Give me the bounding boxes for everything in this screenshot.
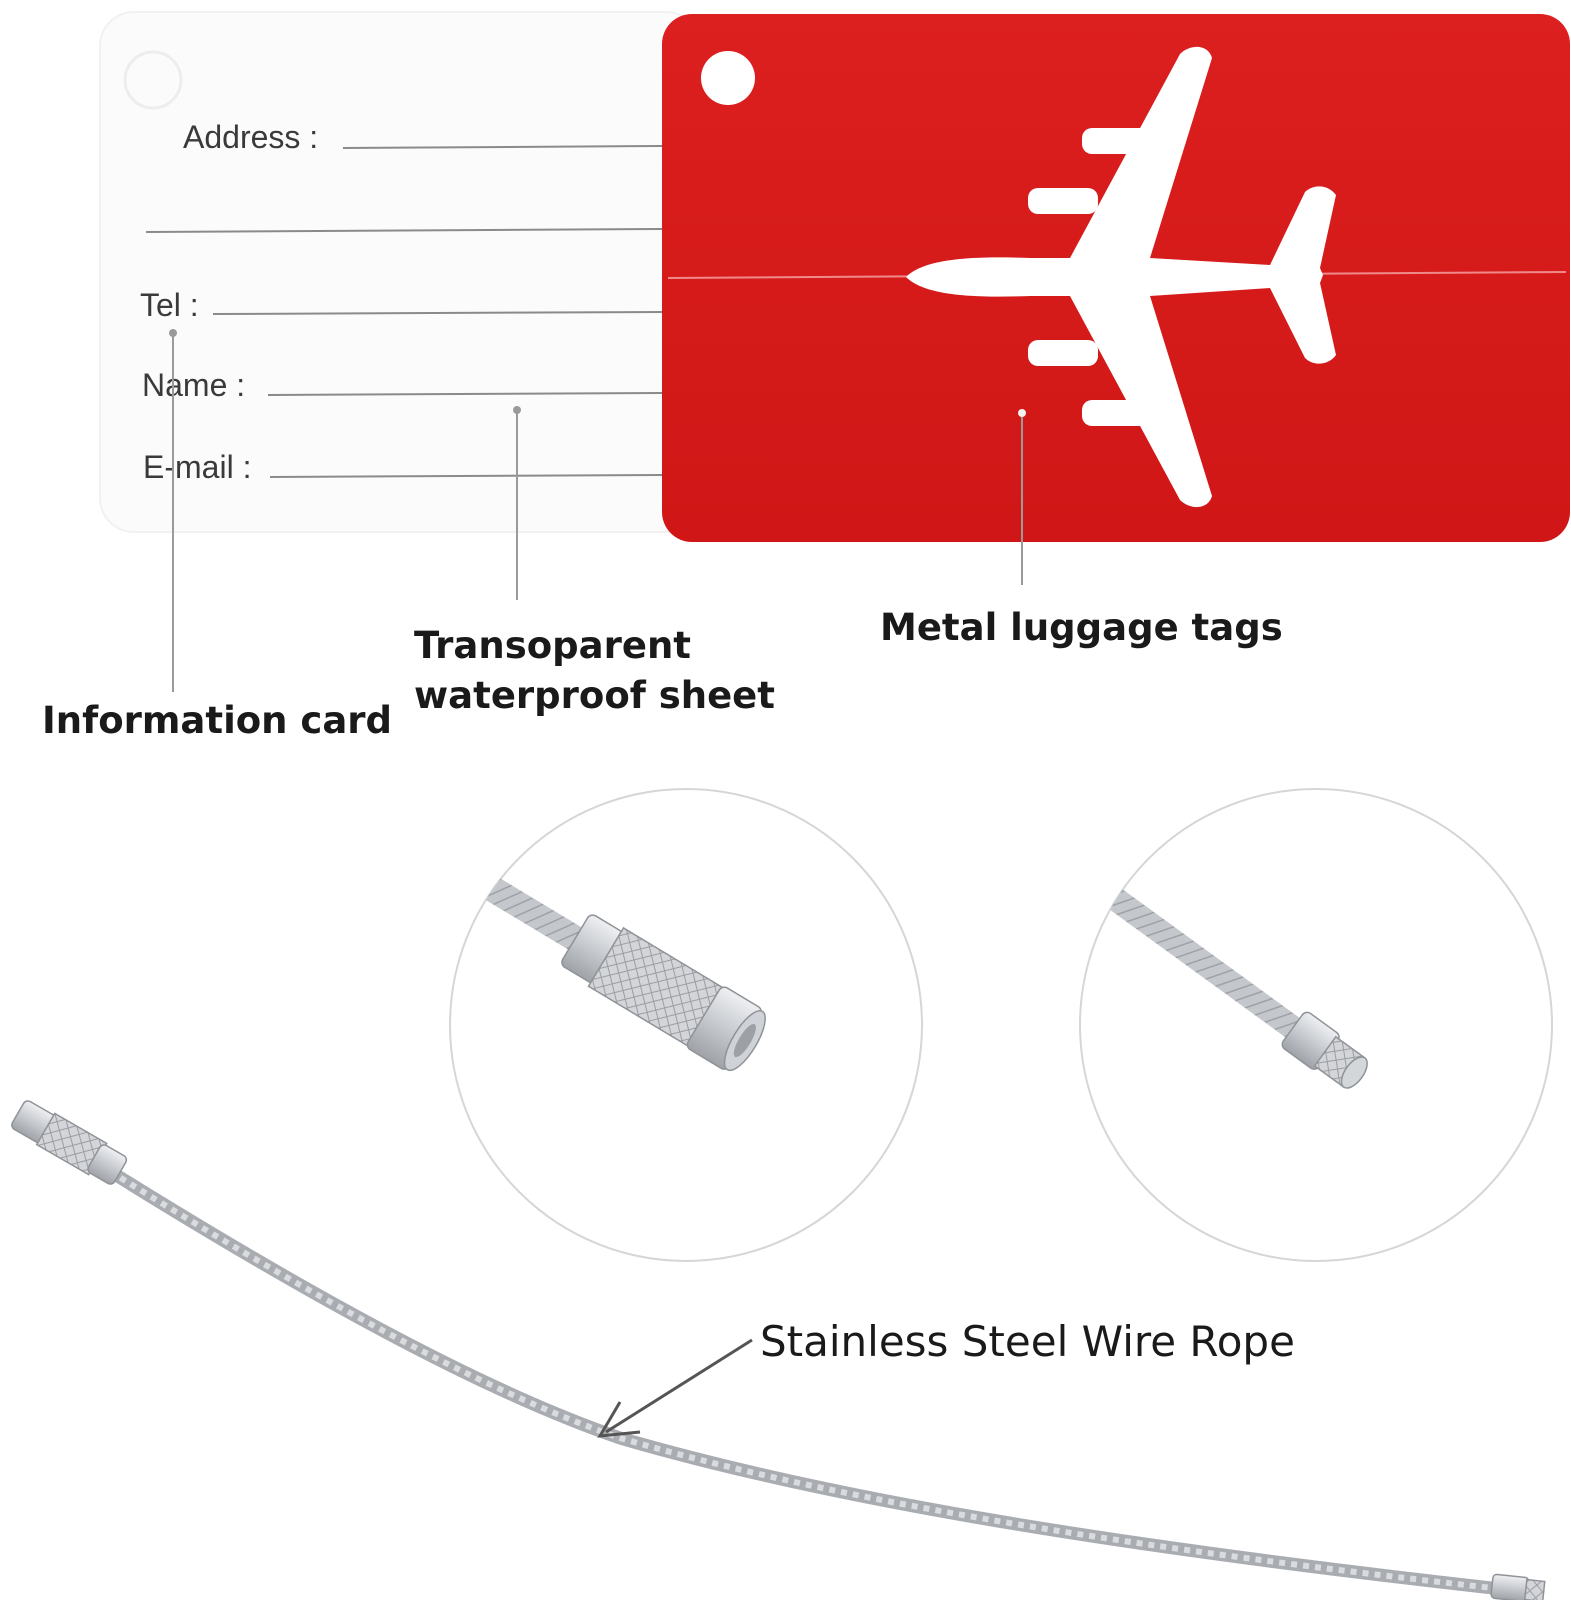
detail-circle-threaded-end <box>1032 789 1552 1261</box>
email-label: E-mail : <box>143 449 252 485</box>
information-card <box>100 12 700 532</box>
wire-rope-right-fitting <box>1491 1574 1545 1600</box>
callout-waterproof-sheet-line2: waterproof sheet <box>414 674 775 717</box>
metal-luggage-tag <box>662 14 1570 542</box>
callout-stainless-steel-wire-rope: Stainless Steel Wire Rope <box>760 1317 1295 1366</box>
callout-waterproof-sheet-line1: Transoparent <box>414 624 691 667</box>
detail-circle-knurled-screw <box>399 789 922 1261</box>
wire-rope-left-fitting <box>9 1097 129 1187</box>
address-label: Address : <box>183 119 319 155</box>
tag-hole <box>701 51 755 105</box>
name-label: Name : <box>142 367 246 403</box>
leader-dot-metal-tag <box>1018 409 1026 417</box>
callout-metal-luggage-tags: Metal luggage tags <box>880 606 1283 649</box>
wire-rope-callout-arrow <box>600 1340 752 1436</box>
tel-label: Tel : <box>140 287 199 323</box>
leader-dot-waterproof-sheet <box>513 406 521 414</box>
leader-dot-information-card <box>169 329 177 337</box>
callout-information-card: Information card <box>42 699 393 742</box>
